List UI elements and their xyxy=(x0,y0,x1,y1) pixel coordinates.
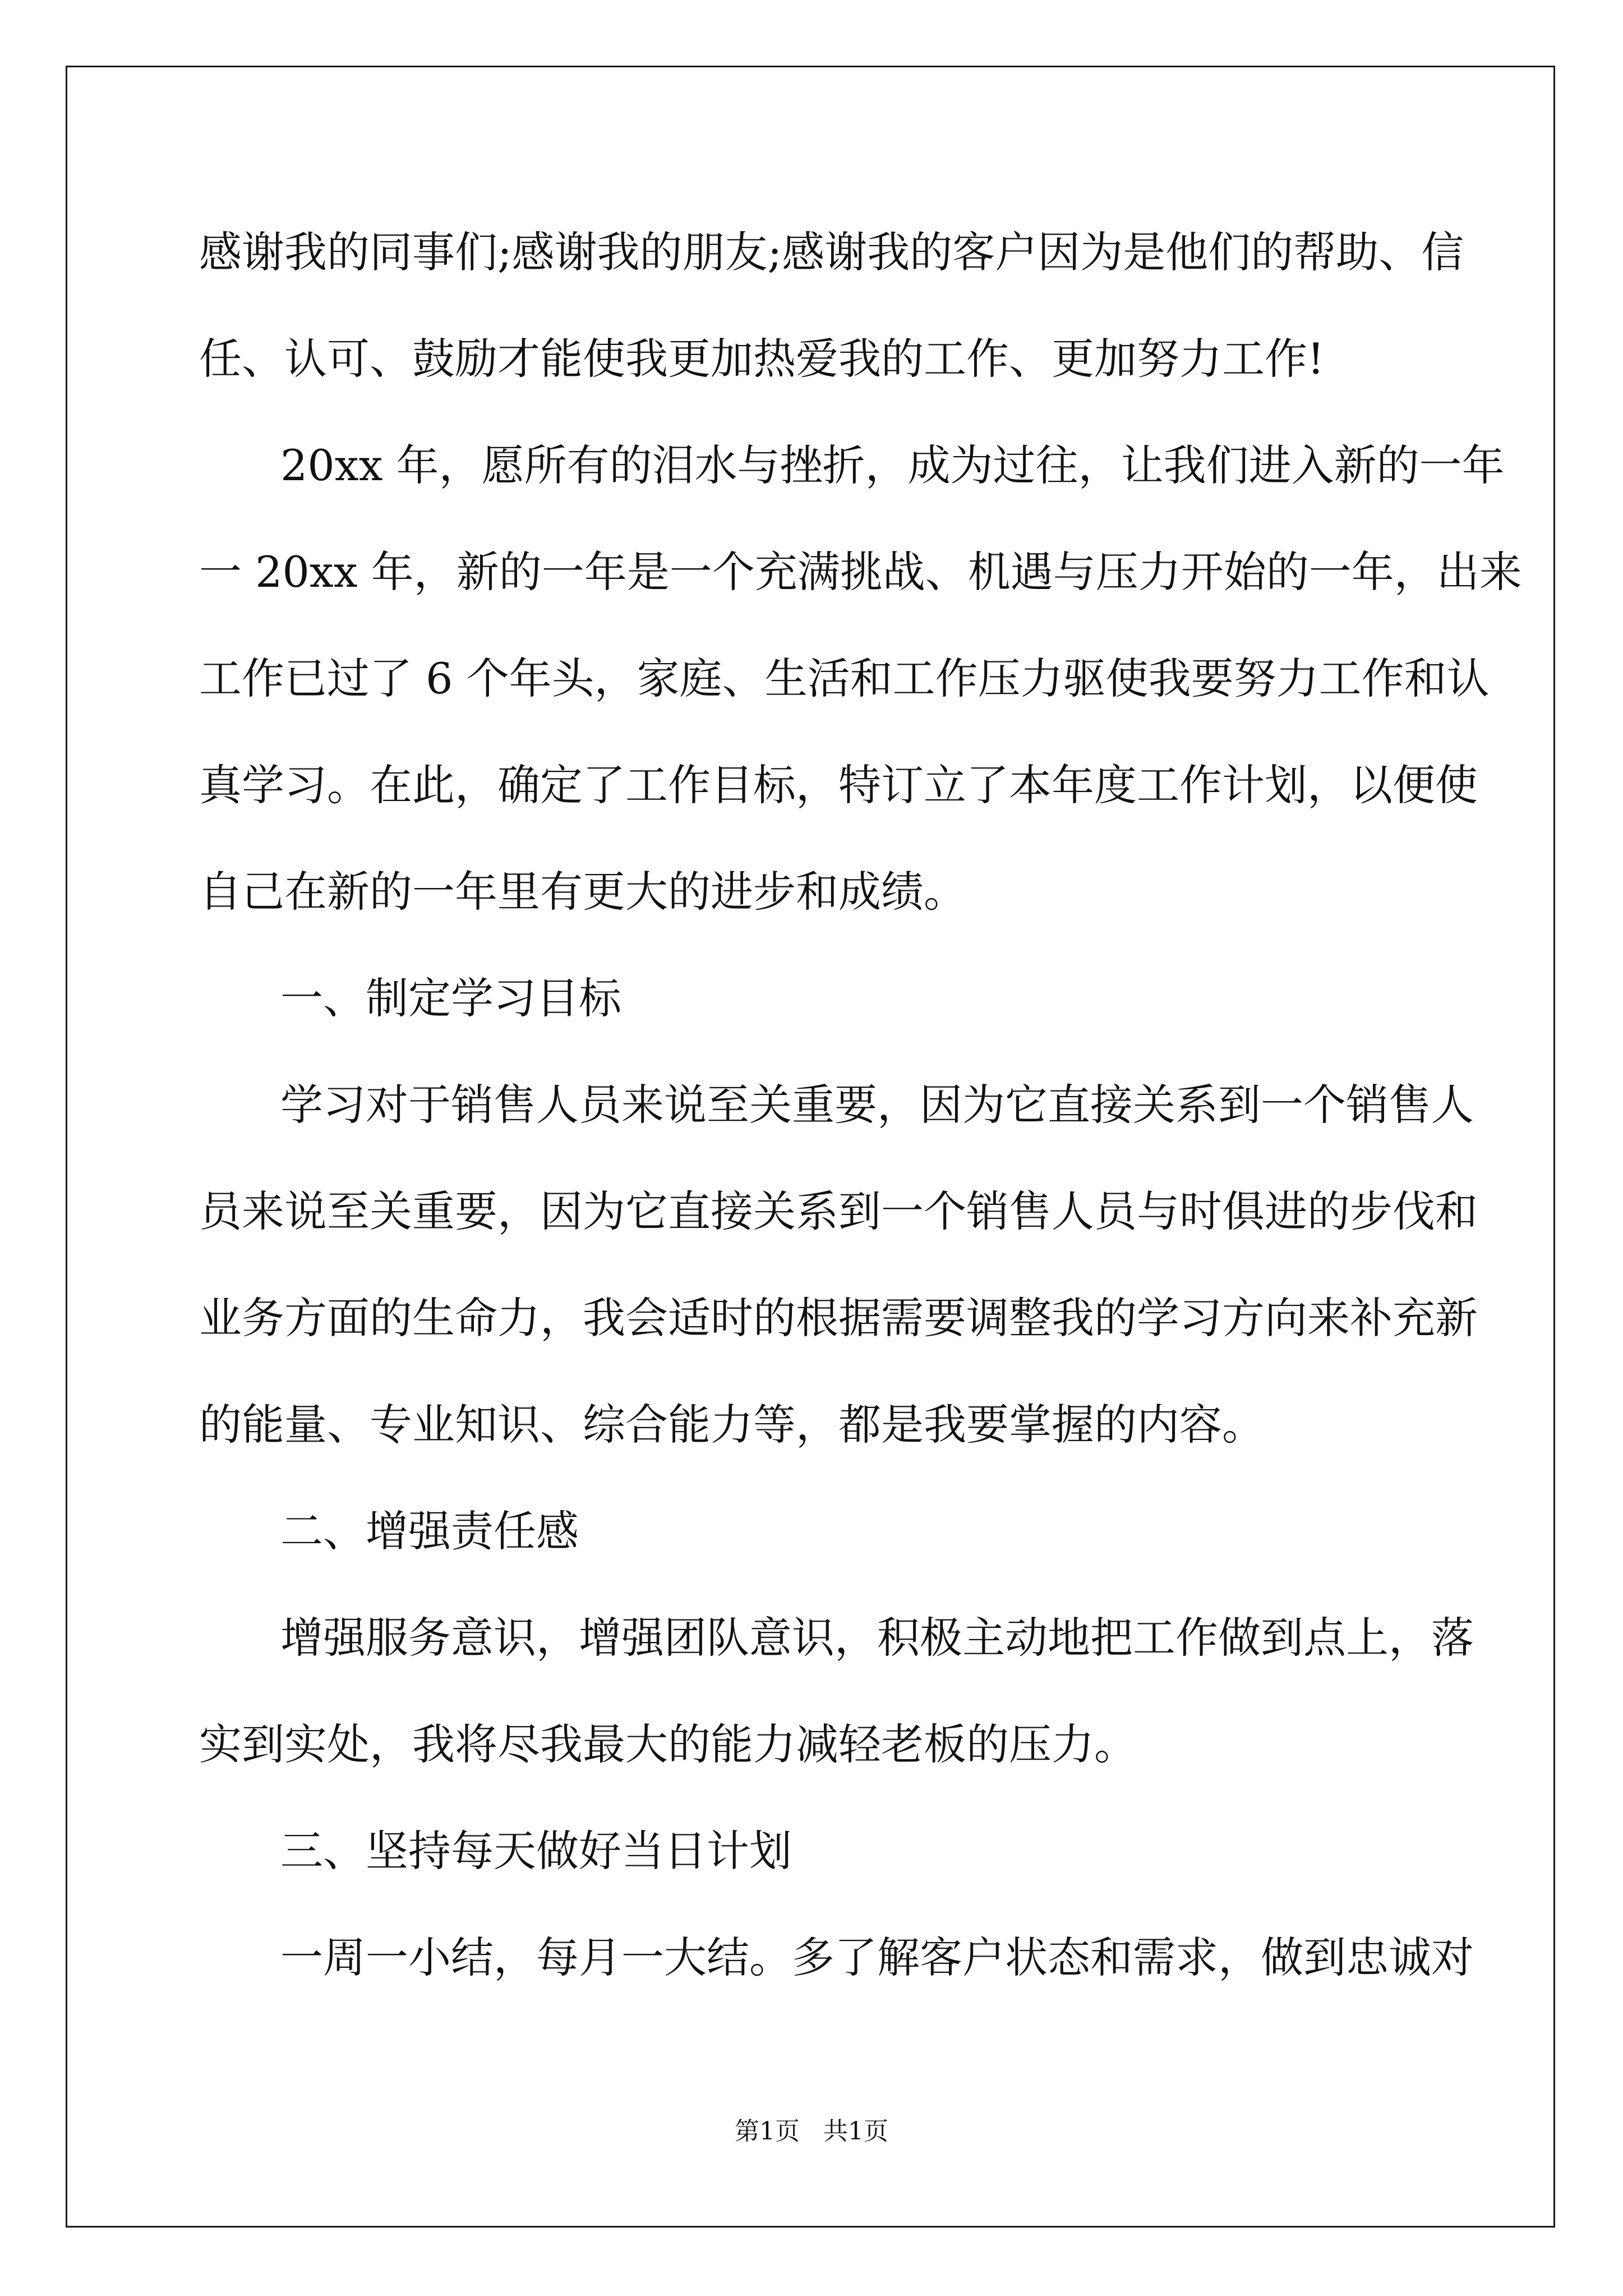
paragraph-line: 员来说至关重要，因为它直接关系到一个销售人员与时俱进的步伐和 xyxy=(199,1186,1478,1236)
paragraph-line: 学习对于销售人员来说至关重要，因为它直接关系到一个销售人 xyxy=(280,1080,1474,1130)
paragraph-line: 一周一小结，每月一大结。多了解客户状态和需求，做到忠诚对 xyxy=(280,1932,1474,1982)
paragraph-line: 一 20xx 年，新的一年是一个充满挑战、机遇与压力开始的一年，出来 xyxy=(199,547,1522,597)
paragraph-line: 感谢我的同事们;感谢我的朋友;感谢我的客户因为是他们的帮助、信 xyxy=(199,227,1464,277)
section-heading: 一、制定学习目标 xyxy=(280,973,621,1023)
section-heading: 三、坚持每天做好当日计划 xyxy=(280,1826,792,1876)
paragraph-line: 增强服务意识，增强团队意识，积极主动地把工作做到点上，落 xyxy=(280,1613,1474,1663)
section-heading: 二、增强责任感 xyxy=(280,1506,579,1556)
paragraph-line: 工作已过了 6 个年头，家庭、生活和工作压力驱使我要努力工作和认 xyxy=(199,654,1490,703)
paragraph-line: 业务方面的生命力，我会适时的根据需要调整我的学习方向来补充新 xyxy=(199,1293,1478,1343)
paragraph-line: 实到实处，我将尽我最大的能力减轻老板的压力。 xyxy=(199,1719,1137,1769)
page-number-footer: 第1页 共1页 xyxy=(735,2117,888,2146)
paragraph-line: 任、认可、鼓励才能使我更加热爱我的工作、更加努力工作! xyxy=(199,334,1325,384)
paragraph-line: 的能量、专业知识、综合能力等，都是我要掌握的内容。 xyxy=(199,1400,1265,1450)
paragraph-line: 真学习。在此，确定了工作目标，特订立了本年度工作计划，以便使 xyxy=(199,760,1478,810)
paragraph-line: 自己在新的一年里有更大的进步和成绩。 xyxy=(199,867,966,917)
paragraph-line: 20xx 年，愿所有的泪水与挫折，成为过往，让我们进入新的一年 xyxy=(280,440,1505,490)
